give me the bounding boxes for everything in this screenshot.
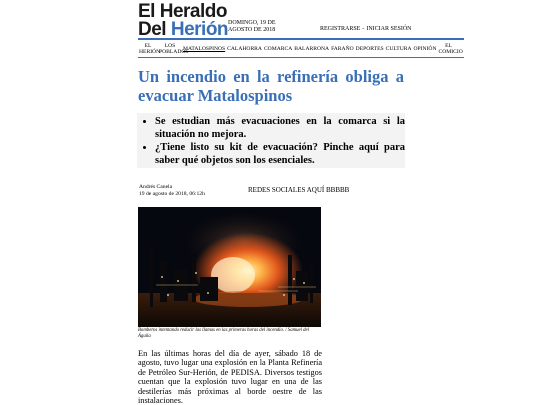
site-logo[interactable]	[138, 3, 228, 39]
login-link[interactable]: INICIAR SESIÓN	[366, 26, 412, 32]
refinery-fire-image	[138, 207, 321, 327]
logo-herion: Herión	[170, 19, 229, 40]
summary-bullet-link[interactable]: • ¿Tiene listo su kit de evacuación? Pinche aquí para saber qué objetos son los esenciales.	[155, 141, 405, 167]
article-summary-box	[137, 113, 405, 168]
summary-bullet: • Se estudian más evacuaciones en la comarca si la situación no mejora.	[155, 115, 405, 141]
nav-item-cultura[interactable]: CULTURA	[385, 45, 412, 52]
nav-item-el-comicio[interactable]: EL COMICIO	[438, 42, 463, 55]
account-separator: -	[362, 26, 365, 32]
logo-line-2	[138, 21, 228, 39]
article-body: En las últimas horas del día de ayer, sábado 18 de agosto, tuvo lugar una explosión en la Planta Refinería de Petróleo Sur-Herión, de PEDISA. Diversos testigos cuentan que la explosión tuvo lugar en una de las destilerías más próximas al borde oestre de las instalaciones.	[138, 349, 322, 405]
logo-line-1: El Heraldo	[138, 1, 227, 22]
logo-del: Del	[138, 19, 171, 40]
nav-item-calahorra[interactable]: CALAHORRA	[227, 45, 262, 52]
nav-item-los-poblados[interactable]: LOS POBLADOS	[159, 42, 189, 55]
nav-item-balarrona[interactable]: BALARRONA	[294, 45, 330, 52]
nav-item-deportes[interactable]: DEPORTES	[355, 45, 384, 52]
social-share-placeholder[interactable]: REDES SOCIALES AQUÍ BBBBB	[248, 186, 350, 194]
author-name: Andrés Canela	[139, 184, 173, 190]
nav-item-matalospinos[interactable]: MATALOSPINOS	[183, 45, 226, 52]
byline	[139, 184, 205, 198]
header-date: DOMINGO, 19 DE AGOSTO DE 2018	[228, 20, 276, 33]
account-links	[320, 26, 412, 32]
section-nav	[138, 38, 464, 58]
article-photo	[138, 207, 321, 327]
register-link[interactable]: REGISTRARSE	[320, 26, 361, 32]
photo-caption: Bomberos intentando reducir las llamas en las primeras horas del incendio. / Samuel del Águila	[138, 328, 309, 339]
publish-timestamp: 19 de agosto de 2018, 06:12h	[139, 191, 205, 197]
nav-item-farano[interactable]: FARAÑO	[331, 45, 354, 52]
article-headline: Un incendio en la refinería obliga a evacuar Matalospinos	[138, 67, 404, 105]
nav-item-opinion[interactable]: OPINIÓN	[413, 45, 437, 52]
nav-item-comarca[interactable]: COMARCA	[263, 45, 293, 52]
nav-item-el-herion[interactable]: EL HERIÓN	[139, 42, 161, 55]
